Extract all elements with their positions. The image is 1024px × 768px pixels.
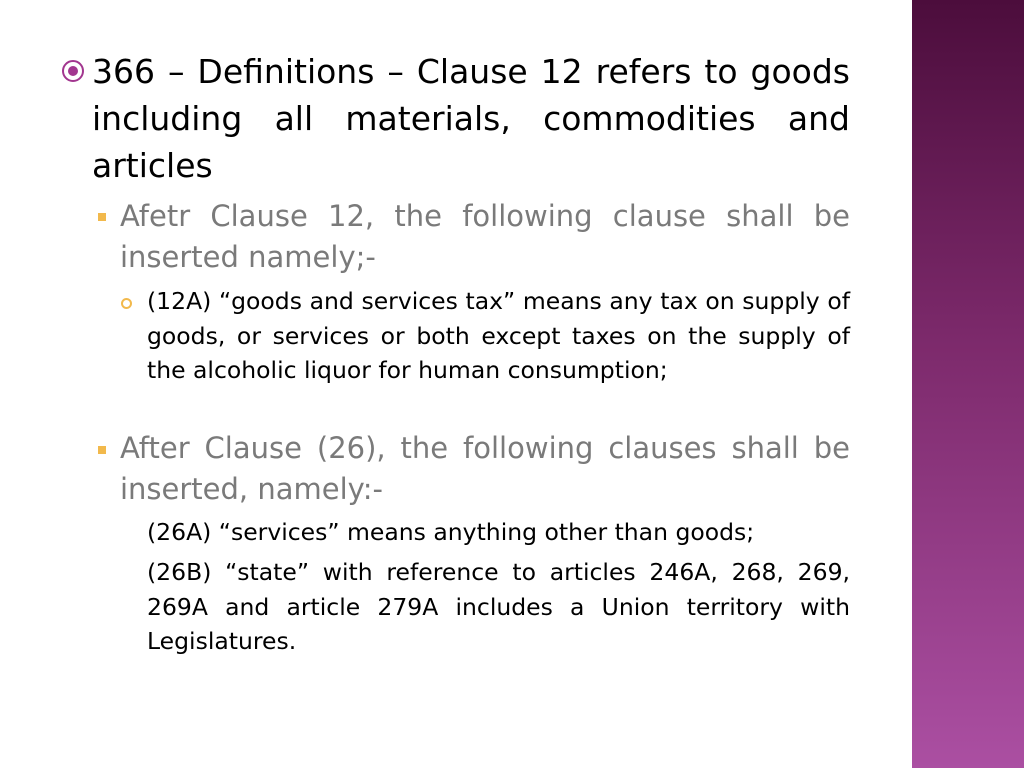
square-bullet-icon bbox=[98, 213, 106, 221]
sub-point-1-detail-text: (12A) “goods and services tax” means any tax on supply of goods, or services or both except taxes on the supply of the alcoholic liquor for human consumption; bbox=[147, 287, 850, 384]
main-point-text: 366 – Definitions – Clause 12 refers to goods including all materials, commodities and articles bbox=[92, 52, 850, 185]
ring-bullet-icon bbox=[121, 298, 132, 309]
sub-point-1-text: Afetr Clause 12, the following clause shall be inserted namely;- bbox=[120, 199, 850, 274]
square-bullet-icon bbox=[98, 446, 106, 454]
decorative-side-band bbox=[912, 0, 1024, 768]
sub-point-2-detail-b-text: (26B) “state” with reference to articles 246A, 268, 269, 269A and article 279A includes a Union territory with Legislatures. bbox=[147, 558, 850, 655]
sub-point-2-detail-a-text: (26A) “services” means anything other than goods; bbox=[147, 518, 755, 546]
circle-dot-bullet-icon bbox=[62, 60, 84, 82]
sub-point-2-text: After Clause (26), the following clauses shall be inserted, namely:- bbox=[120, 431, 850, 506]
